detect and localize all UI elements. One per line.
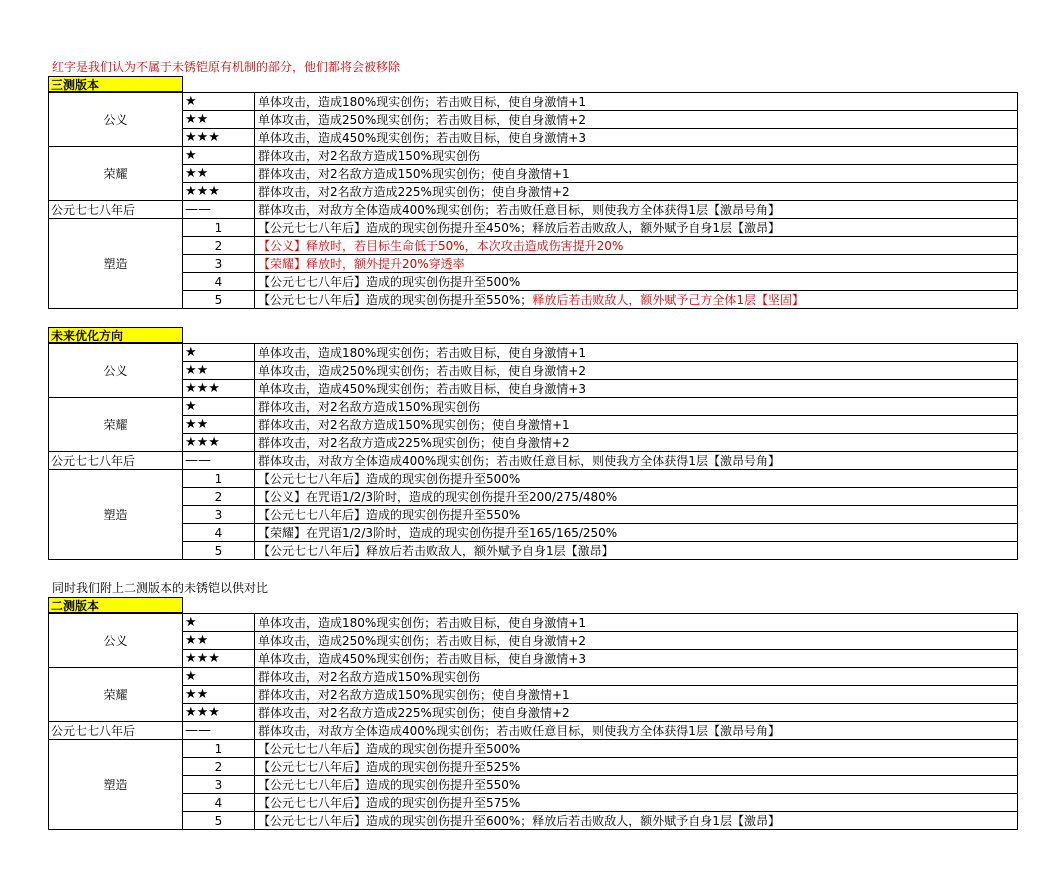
table-row [49, 614, 1018, 632]
table-row [49, 776, 1018, 794]
skill-name: 荣耀 [49, 398, 183, 452]
description-text: 群体攻击，对敌方全体造成400%现实创伤；若击败任意目标，则使我方全体获得1层【激昂号角】 [258, 723, 780, 738]
description-text: 群体攻击，对2名敌方造成225%现实创伤；使自身激情+2 [258, 184, 570, 199]
skill-level: 5 [183, 542, 255, 560]
table-row [49, 380, 1018, 398]
description-text: 释放后若击败敌人，额外赋予自身1层【激昂】 [532, 220, 780, 235]
skill-level: 4 [183, 524, 255, 542]
description-text: 【公元七七八年后】造成的现实创伤提升至500% [258, 274, 521, 289]
table-row [49, 452, 1018, 470]
skill-level: ★★ [183, 111, 255, 129]
skill-description [255, 776, 1018, 794]
description-text: 群体攻击，对2名敌方造成225%现实创伤；使自身激情+2 [258, 705, 570, 720]
skill-description [255, 183, 1018, 201]
skill-description [255, 362, 1018, 380]
removal-note: 红字是我们认为不属于未锈铠原有机制的部分，他们都将会被移除 [52, 60, 401, 74]
skill-description [255, 255, 1018, 273]
table-row [49, 183, 1018, 201]
skill-description [255, 668, 1018, 686]
skill-description [255, 794, 1018, 812]
skill-name: 塑造 [49, 470, 183, 560]
table-row [49, 794, 1018, 812]
table-row [49, 668, 1018, 686]
comparison-note: 同时我们附上二测版本的未锈铠以供对比 [52, 581, 269, 595]
description-text: 群体攻击，对2名敌方造成225%现实创伤；使自身激情+2 [258, 435, 570, 450]
table-row [49, 111, 1018, 129]
skill-level: 3 [183, 776, 255, 794]
description-text: 群体攻击，对敌方全体造成400%现实创伤；若击败任意目标，则使我方全体获得1层【激昂号角】 [258, 453, 780, 468]
skill-description [255, 434, 1018, 452]
removed-text: 【荣耀】释放时，额外提升20%穿透率 [258, 256, 465, 271]
description-text: 群体攻击，对2名敌方造成150%现实创伤 [258, 399, 480, 414]
description-text: 群体攻击，对敌方全体造成400%现实创伤；若击败任意目标，则使我方全体获得1层【激昂号角】 [258, 202, 780, 217]
description-text: 单体攻击，造成250%现实创伤；若击败目标，使自身激情+2 [258, 633, 586, 648]
description-text: 【公元七七八年后】造成的现实创伤提升至500% [258, 741, 521, 756]
skill-level: ★★ [183, 416, 255, 434]
skill-level: ★★★ [183, 380, 255, 398]
skill-level: 1 [183, 740, 255, 758]
section-header: 三测版本 [48, 76, 183, 92]
description-text: 单体攻击，造成250%现实创伤；若击败目标，使自身激情+2 [258, 363, 586, 378]
table-row [49, 255, 1018, 273]
skill-description [255, 237, 1018, 255]
skill-level: ★★ [183, 165, 255, 183]
table-row [49, 362, 1018, 380]
skill-level: ★★ [183, 686, 255, 704]
skill-description [255, 704, 1018, 722]
description-text: 【公元七七八年后】释放后若击败敌人，额外赋予自身1层【激昂】 [258, 543, 614, 558]
skill-description [255, 416, 1018, 434]
table-row [49, 129, 1018, 147]
skill-name: 公义 [49, 93, 183, 147]
skill-level: ★★★ [183, 650, 255, 668]
skill-description [255, 452, 1018, 470]
table-row [49, 344, 1018, 362]
description-text: 【公元七七八年后】造成的现实创伤提升至525% [258, 759, 521, 774]
skill-description [255, 758, 1018, 776]
removed-text: 释放后若击败敌人，额外赋予己方全体1层【坚固】 [532, 292, 804, 307]
skill-level: 4 [183, 794, 255, 812]
skill-description [255, 344, 1018, 362]
skill-description [255, 722, 1018, 740]
table-row [49, 291, 1018, 309]
table-row [49, 542, 1018, 560]
skill-description [255, 740, 1018, 758]
skill-description [255, 129, 1018, 147]
skill-name: 荣耀 [49, 668, 183, 722]
table-row [49, 506, 1018, 524]
skill-level: 2 [183, 237, 255, 255]
table-row [49, 758, 1018, 776]
skill-level: ★★★ [183, 183, 255, 201]
skill-level: 3 [183, 255, 255, 273]
skill-name: 公元七七八年后 [49, 722, 183, 740]
table-row [49, 650, 1018, 668]
skill-description [255, 812, 1018, 830]
section-3rd-test [48, 76, 1018, 309]
table-row [49, 722, 1018, 740]
description-text: 单体攻击，造成450%现实创伤；若击败目标，使自身激情+3 [258, 651, 586, 666]
skill-name: 公义 [49, 614, 183, 668]
skill-level: ★ [183, 147, 255, 165]
skill-name: 塑造 [49, 740, 183, 830]
skill-level: ★ [183, 93, 255, 111]
skill-description [255, 506, 1018, 524]
skill-description [255, 632, 1018, 650]
skill-name: 公元七七八年后 [49, 201, 183, 219]
skill-table [48, 92, 1018, 309]
description-text: 【荣耀】在咒语1/2/3阶时，造成的现实创伤提升至165/165/250% [258, 525, 618, 540]
skill-level: ★★★ [183, 704, 255, 722]
skill-level: ★ [183, 398, 255, 416]
skill-level: 4 [183, 273, 255, 291]
section-future-direction [48, 327, 1018, 560]
section-2nd-test [48, 597, 1018, 830]
skill-table [48, 613, 1018, 830]
skill-name: 荣耀 [49, 147, 183, 201]
description-text: 【公元七七八年后】造成的现实创伤提升至600%；释放后若击败敌人，额外赋予自身1层【激昂】 [258, 813, 780, 828]
description-text: 群体攻击，对2名敌方造成150%现实创伤；使自身激情+1 [258, 417, 570, 432]
section-header: 二测版本 [48, 597, 183, 613]
skill-name: 公元七七八年后 [49, 452, 183, 470]
skill-description [255, 111, 1018, 129]
table-row [49, 416, 1018, 434]
description-text: 【公元七七八年后】造成的现实创伤提升至450%； [258, 220, 533, 235]
skill-description [255, 488, 1018, 506]
description-text: 单体攻击，造成250%现实创伤；若击败目标，使自身激情+2 [258, 112, 586, 127]
description-text: 【公元七七八年后】造成的现实创伤提升至550% [258, 777, 521, 792]
skill-level: ★★ [183, 632, 255, 650]
table-row [49, 470, 1018, 488]
skill-level: 2 [183, 488, 255, 506]
description-text: 【公义】在咒语1/2/3阶时，造成的现实创伤提升至200/275/480% [258, 489, 618, 504]
skill-description [255, 291, 1018, 309]
skill-name: 塑造 [49, 219, 183, 309]
table-row [49, 632, 1018, 650]
skill-name: 公义 [49, 344, 183, 398]
skill-description [255, 686, 1018, 704]
table-row [49, 704, 1018, 722]
description-text: 单体攻击，造成450%现实创伤；若击败目标，使自身激情+3 [258, 381, 586, 396]
description-text: 群体攻击，对2名敌方造成150%现实创伤 [258, 148, 480, 163]
description-text: 群体攻击，对2名敌方造成150%现实创伤；使自身激情+1 [258, 687, 570, 702]
table-row [49, 686, 1018, 704]
table-row [49, 488, 1018, 506]
skill-description [255, 542, 1018, 560]
description-text: 群体攻击，对2名敌方造成150%现实创伤；使自身激情+1 [258, 166, 570, 181]
table-row [49, 237, 1018, 255]
skill-level: ★ [183, 344, 255, 362]
table-row [49, 201, 1018, 219]
table-row [49, 147, 1018, 165]
skill-level: ★★ [183, 362, 255, 380]
description-text: 【公元七七八年后】造成的现实创伤提升至575% [258, 795, 521, 810]
skill-level: 2 [183, 758, 255, 776]
table-row [49, 165, 1018, 183]
skill-level: ★★★ [183, 129, 255, 147]
skill-description [255, 165, 1018, 183]
skill-level: —— [183, 201, 255, 219]
skill-description [255, 93, 1018, 111]
description-text: 单体攻击，造成180%现实创伤；若击败目标，使自身激情+1 [258, 345, 586, 360]
skill-description [255, 398, 1018, 416]
skill-level: 1 [183, 470, 255, 488]
skill-level: —— [183, 452, 255, 470]
description-text: 【公元七七八年后】造成的现实创伤提升至550%； [258, 292, 533, 307]
table-row [49, 812, 1018, 830]
skill-level: 5 [183, 291, 255, 309]
skill-level: —— [183, 722, 255, 740]
skill-level: ★ [183, 668, 255, 686]
skill-table [48, 343, 1018, 560]
description-text: 【公元七七八年后】造成的现实创伤提升至500% [258, 471, 521, 486]
table-row [49, 740, 1018, 758]
skill-description [255, 650, 1018, 668]
skill-level: 1 [183, 219, 255, 237]
skill-description [255, 273, 1018, 291]
skill-description [255, 524, 1018, 542]
section-header: 未来优化方向 [48, 327, 183, 343]
table-row [49, 398, 1018, 416]
description-text: 群体攻击，对2名敌方造成150%现实创伤 [258, 669, 480, 684]
table-row [49, 524, 1018, 542]
skill-description [255, 380, 1018, 398]
skill-level: ★ [183, 614, 255, 632]
description-text: 【公元七七八年后】造成的现实创伤提升至550% [258, 507, 521, 522]
skill-description [255, 201, 1018, 219]
skill-level: 3 [183, 506, 255, 524]
table-row [49, 273, 1018, 291]
skill-level: 5 [183, 812, 255, 830]
table-row [49, 93, 1018, 111]
table-row [49, 434, 1018, 452]
removed-text: 【公义】释放时，若目标生命低于50%，本次攻击造成伤害提升20% [258, 238, 624, 253]
description-text: 单体攻击，造成180%现实创伤；若击败目标，使自身激情+1 [258, 615, 586, 630]
skill-description [255, 470, 1018, 488]
skill-description [255, 219, 1018, 237]
skill-description [255, 614, 1018, 632]
description-text: 单体攻击，造成180%现实创伤；若击败目标，使自身激情+1 [258, 94, 586, 109]
skill-description [255, 147, 1018, 165]
skill-level: ★★★ [183, 434, 255, 452]
description-text: 单体攻击，造成450%现实创伤；若击败目标，使自身激情+3 [258, 130, 586, 145]
table-row [49, 219, 1018, 237]
